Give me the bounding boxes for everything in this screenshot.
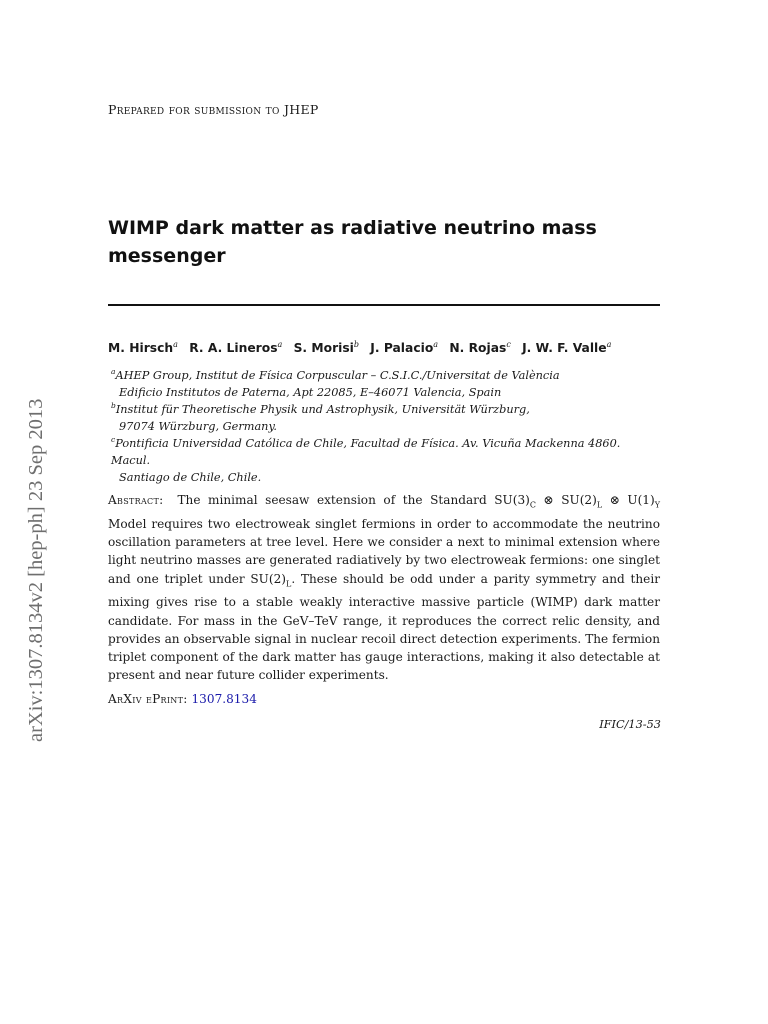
affiliation-a: $^a$AHEP Group, Institut de Física Corpuscular – C.S.I.C./Universitat de València Edificio Institutos de Paterna, Apt 22085, E–46071 Valencia, Spain bbox=[111, 367, 560, 399]
title-line-1: WIMP dark matter as radiative neutrino mass bbox=[108, 217, 597, 239]
author: S. Morisi$^b$ bbox=[293, 340, 360, 356]
eprint-link[interactable]: 1307.8134 bbox=[191, 692, 257, 706]
title-rule bbox=[108, 304, 660, 306]
author: R. A. Lineros$^a$ bbox=[189, 340, 283, 356]
author: N. Rojas$^c$ bbox=[449, 340, 511, 356]
author: M. Hirsch$^a$ bbox=[108, 340, 178, 356]
report-number: IFIC/13-53 bbox=[599, 718, 661, 731]
affiliation-b: $^b$Institut für Theoretische Physik und Astrophysik, Universität Würzburg, 97074 Würzburg, Germany. bbox=[111, 401, 530, 433]
author: J. Palacio$^a$ bbox=[370, 340, 439, 356]
arxiv-eprint bbox=[108, 692, 257, 706]
arxiv-side-stamp: arXiv:1307.8134v2 [hep-ph] 23 Sep 2013 bbox=[25, 398, 47, 742]
title-line-2: messenger bbox=[108, 245, 226, 267]
eprint-label: ArXiv ePrint: bbox=[108, 692, 188, 706]
submission-note: Prepared for submission to JHEP bbox=[108, 102, 319, 117]
abstract-label: Abstract: bbox=[108, 493, 164, 507]
affiliation-c: $^c$Pontificia Universidad Católica de Chile, Facultad de Física. Av. Vicuña Mackenna 4860. Macul. Santiago de Chile, Chile. bbox=[111, 435, 621, 484]
abstract: Abstract: The minimal seesaw extension of the Standard $SU(3)_C$ ⊗ $SU(2)_L$ ⊗ $U(1)_Y$ Model requires two electroweak singlet fermions in order to accommodate the neutrino oscillation parameters at tree level. Here we consider a next to minimal extension where light neutrino masses are generated radiatively by two electroweak fermions: one singlet and one triplet under $SU(2)_L$. These should be odd under a parity symmetry and their mixing gives rise to a stable weakly interactive massive particle (WIMP) dark matter candidate. For mass in the GeV–TeV range, it reproduces the correct relic density, and provides an observable signal in nuclear recoil direct detection experiments. The fermion triplet component of the dark matter has gauge interactions, making it also detectable at present and near future collider experiments. bbox=[108, 493, 660, 683]
paper-title bbox=[108, 214, 668, 270]
author: J. W. F. Valle$^a$ bbox=[522, 340, 612, 356]
author-list bbox=[108, 340, 618, 355]
